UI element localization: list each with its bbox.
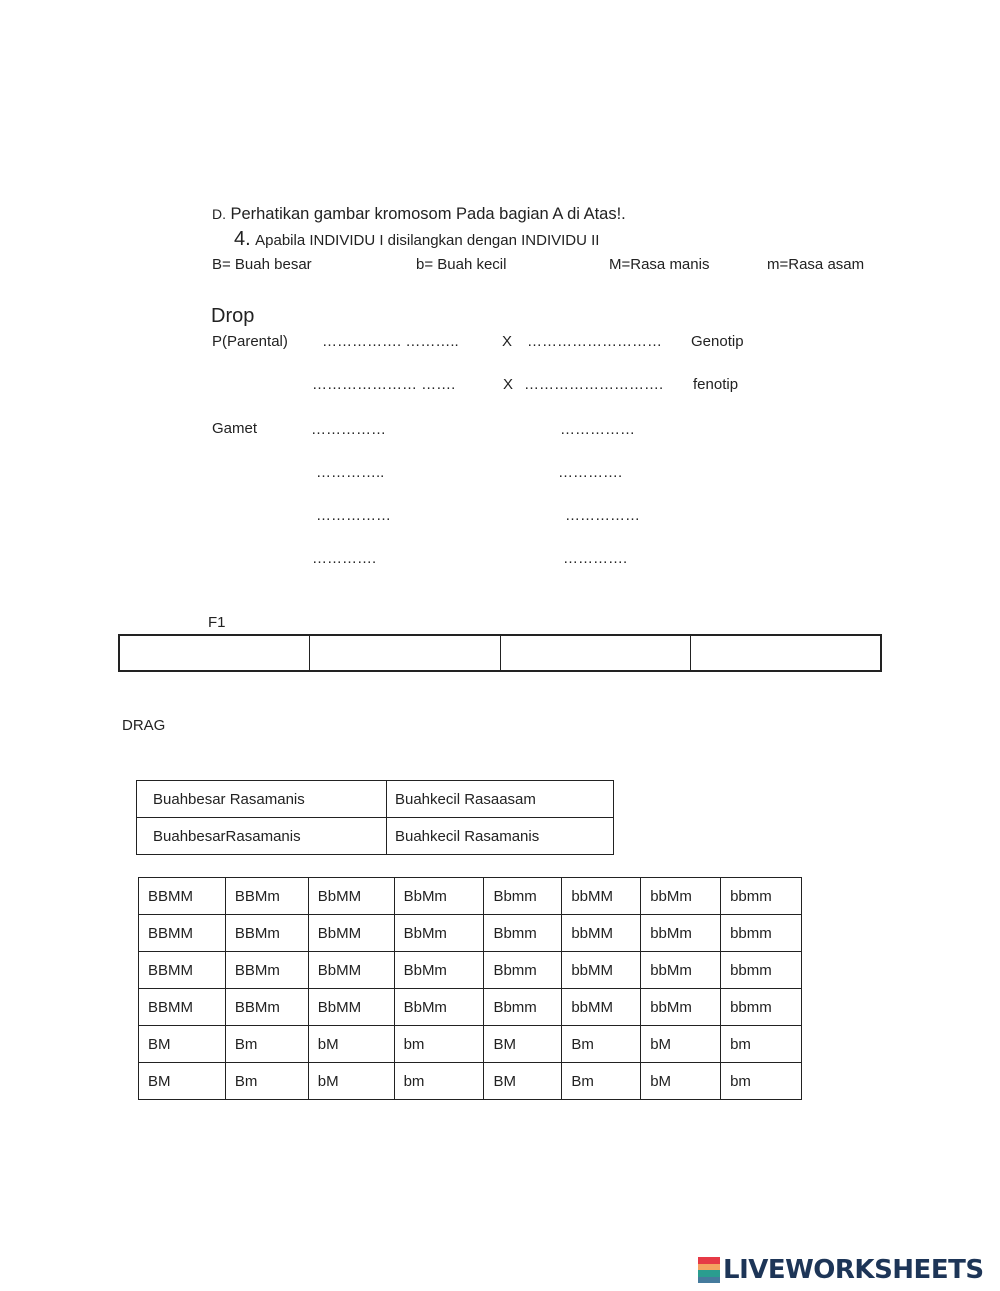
drag-title: DRAG bbox=[122, 717, 166, 734]
genotype-option[interactable]: bbmm bbox=[721, 952, 802, 989]
logo-stripe bbox=[698, 1277, 720, 1284]
gamete-slot[interactable]: …………. bbox=[558, 464, 623, 481]
genotype-option[interactable]: bbMm bbox=[641, 952, 721, 989]
parental-genotype-right-slot[interactable]: ……………………… bbox=[527, 333, 662, 350]
table-row bbox=[139, 1026, 802, 1063]
f1-drop-cell[interactable] bbox=[310, 636, 500, 670]
genotype-option[interactable]: BM bbox=[484, 1063, 562, 1100]
f1-drop-cell[interactable] bbox=[501, 636, 691, 670]
genotype-option[interactable]: BbMm bbox=[394, 952, 484, 989]
genotype-option[interactable]: BM bbox=[139, 1063, 226, 1100]
genotype-option[interactable]: bm bbox=[394, 1063, 484, 1100]
gamete-slot[interactable]: …………. bbox=[312, 550, 377, 567]
table-row bbox=[139, 1063, 802, 1100]
question-line bbox=[234, 228, 599, 251]
genotype-option[interactable]: bbMm bbox=[641, 915, 721, 952]
parental-label: P(Parental) bbox=[212, 333, 288, 350]
f1-drop-row bbox=[118, 634, 882, 672]
phenotype-option[interactable]: Buahbesar Rasamanis bbox=[137, 781, 387, 818]
genotype-option[interactable]: Bm bbox=[225, 1026, 308, 1063]
drop-title: Drop bbox=[211, 305, 255, 327]
table-row bbox=[139, 989, 802, 1026]
genotype-option[interactable]: Bm bbox=[225, 1063, 308, 1100]
genotype-option[interactable]: BbMm bbox=[394, 878, 484, 915]
genotype-option[interactable]: Bm bbox=[562, 1026, 641, 1063]
genotype-option[interactable]: Bbmm bbox=[484, 915, 562, 952]
genotype-option[interactable]: bbMm bbox=[641, 878, 721, 915]
genotype-option[interactable]: bbMM bbox=[562, 952, 641, 989]
gamete-slot[interactable]: …………… bbox=[311, 421, 386, 438]
gamete-label: Gamet bbox=[212, 420, 258, 437]
genotype-option[interactable]: Bbmm bbox=[484, 989, 562, 1026]
gamete-slot[interactable]: ………….. bbox=[316, 464, 385, 481]
genotype-option[interactable]: bM bbox=[641, 1063, 721, 1100]
f1-label: F1 bbox=[208, 614, 226, 631]
genotype-option[interactable]: BbMm bbox=[394, 989, 484, 1026]
table-row bbox=[139, 915, 802, 952]
genotype-option[interactable]: BBMm bbox=[225, 952, 308, 989]
genotype-option[interactable]: BbMM bbox=[308, 989, 394, 1026]
liveworksheets-logo bbox=[698, 1255, 984, 1285]
section-heading bbox=[212, 205, 626, 224]
table-row bbox=[137, 781, 614, 818]
genotype-option[interactable]: BBMm bbox=[225, 915, 308, 952]
logo-text: LIVEWORKSHEETS bbox=[723, 1255, 984, 1285]
parental-genotype-left-slot[interactable]: ……………. ……….. bbox=[322, 333, 459, 350]
genotype-option[interactable]: BbMM bbox=[308, 915, 394, 952]
genotype-option[interactable]: BBMM bbox=[139, 989, 226, 1026]
gamete-slot[interactable]: …………… bbox=[316, 507, 391, 524]
genotype-option[interactable]: Bm bbox=[562, 1063, 641, 1100]
genotype-option[interactable]: bm bbox=[721, 1063, 802, 1100]
genotype-option[interactable]: BM bbox=[139, 1026, 226, 1063]
genotype-option[interactable]: bM bbox=[641, 1026, 721, 1063]
genotype-option[interactable]: bbmm bbox=[721, 989, 802, 1026]
genotype-option[interactable]: bm bbox=[721, 1026, 802, 1063]
genotype-option[interactable]: BbMM bbox=[308, 952, 394, 989]
parental-phenotype-left-slot[interactable]: ………………… ……. bbox=[312, 376, 456, 393]
genotype-label: Genotip bbox=[691, 333, 744, 350]
genotype-option[interactable]: BBMM bbox=[139, 915, 226, 952]
section-text: Perhatikan gambar kromosom Pada bagian A di Atas!. bbox=[230, 205, 626, 223]
logo-mark-icon bbox=[698, 1257, 720, 1283]
question-text: Apabila INDIVIDU I disilangkan dengan INDIVIDU II bbox=[255, 232, 600, 249]
genotype-option[interactable]: Bbmm bbox=[484, 878, 562, 915]
phenotype-option[interactable]: Buahkecil Rasaasam bbox=[386, 781, 613, 818]
parental-cross-sign-2: X bbox=[503, 376, 514, 393]
genotype-option[interactable]: bm bbox=[394, 1026, 484, 1063]
genotype-option[interactable]: bM bbox=[308, 1026, 394, 1063]
table-row bbox=[139, 952, 802, 989]
parental-cross-sign: X bbox=[502, 333, 513, 350]
genotype-option[interactable]: BBMM bbox=[139, 952, 226, 989]
genotype-option[interactable]: bbMM bbox=[562, 989, 641, 1026]
genotype-option[interactable]: Bbmm bbox=[484, 952, 562, 989]
genotype-option[interactable]: bbmm bbox=[721, 915, 802, 952]
genotype-option[interactable]: bbMM bbox=[562, 878, 641, 915]
legend-sweet: M=Rasa manis bbox=[609, 256, 710, 273]
phenotype-option[interactable]: BuahbesarRasamanis bbox=[137, 818, 387, 855]
parental-phenotype-right-slot[interactable]: ………………………. bbox=[524, 376, 664, 393]
f1-drop-cell[interactable] bbox=[120, 636, 310, 670]
f1-drop-cell[interactable] bbox=[691, 636, 880, 670]
gamete-slot[interactable]: …………. bbox=[563, 550, 628, 567]
phenotype-label: fenotip bbox=[693, 376, 739, 393]
legend-big-fruit: B= Buah besar bbox=[212, 256, 312, 273]
gamete-slot[interactable]: …………… bbox=[560, 421, 635, 438]
legend-sour: m=Rasa asam bbox=[767, 256, 865, 273]
gamete-slot[interactable]: …………… bbox=[565, 507, 640, 524]
genotype-option[interactable]: BM bbox=[484, 1026, 562, 1063]
genotype-option[interactable]: bbMm bbox=[641, 989, 721, 1026]
genotype-option[interactable]: bM bbox=[308, 1063, 394, 1100]
genotype-options-table bbox=[138, 877, 802, 1100]
genotype-option[interactable]: BbMm bbox=[394, 915, 484, 952]
genotype-option[interactable]: BBMm bbox=[225, 878, 308, 915]
table-row bbox=[137, 818, 614, 855]
genotype-option[interactable]: BbMM bbox=[308, 878, 394, 915]
genotype-option[interactable]: bbmm bbox=[721, 878, 802, 915]
table-row bbox=[139, 878, 802, 915]
legend-small-fruit: b= Buah kecil bbox=[416, 256, 507, 273]
section-prefix: D. bbox=[212, 206, 226, 222]
phenotype-options-table bbox=[136, 780, 614, 855]
question-number: 4. bbox=[234, 228, 251, 250]
genotype-option[interactable]: BBMM bbox=[139, 878, 226, 915]
genotype-option[interactable]: BBMm bbox=[225, 989, 308, 1026]
genotype-option[interactable]: bbMM bbox=[562, 915, 641, 952]
phenotype-option[interactable]: Buahkecil Rasamanis bbox=[386, 818, 613, 855]
